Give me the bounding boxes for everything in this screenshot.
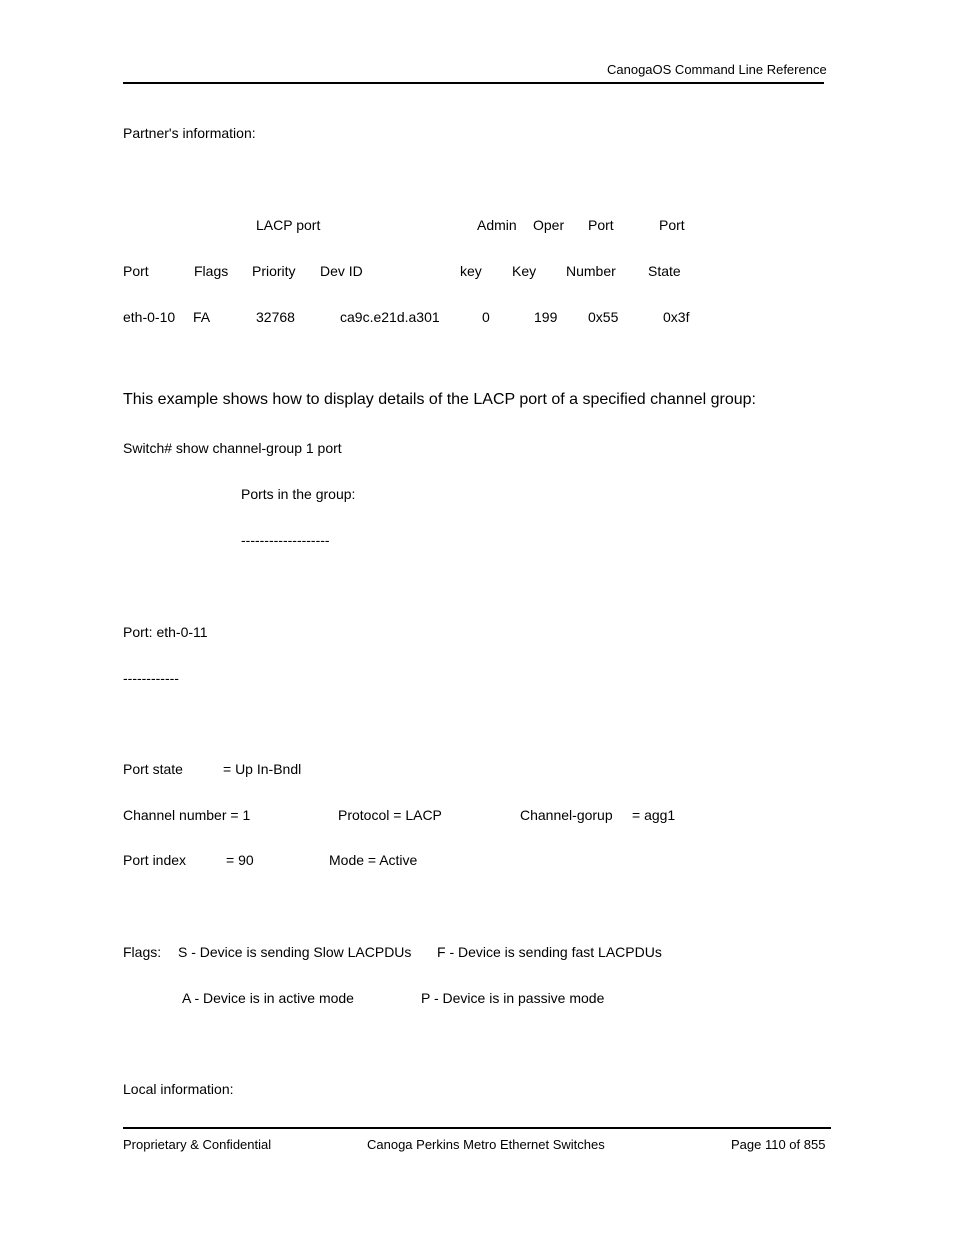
command-line: Switch# show channel-group 1 port — [123, 440, 342, 456]
table-cell-admin-key: 0 — [482, 309, 490, 325]
channel-number: Channel number = 1 — [123, 807, 251, 823]
channel-group-label: Channel-gorup — [520, 807, 613, 823]
port-state-label: Port state — [123, 761, 183, 777]
port-title: Port: eth-0-11 — [123, 624, 208, 640]
table-cell-priority: 32768 — [256, 309, 295, 325]
table-header-priority: Priority — [252, 263, 296, 279]
port-index-value: = 90 — [226, 852, 254, 868]
table-cell-port-number: 0x55 — [588, 309, 619, 325]
page-header-title: CanogaOS Command Line Reference — [607, 62, 827, 77]
local-heading: Local information: — [123, 1081, 234, 1097]
channel-group-value: = agg1 — [632, 807, 676, 823]
port-title-underline: ------------ — [123, 670, 179, 686]
protocol: Protocol = LACP — [338, 807, 442, 823]
flag-f-description: F - Device is sending fast LACPDUs — [437, 944, 662, 960]
table-cell-dev-id: ca9c.e21d.a301 — [340, 309, 440, 325]
table-header-admin: Admin — [477, 217, 517, 233]
table-header-lacp-port: LACP port — [256, 217, 321, 233]
flag-a-description: A - Device is in active mode — [182, 990, 354, 1006]
footer-page-number: Page 110 of 855 — [731, 1137, 826, 1152]
table-header-key: key — [460, 263, 482, 279]
table-cell-flags: FA — [193, 309, 211, 325]
table-header-port-state: Port — [659, 217, 685, 233]
table-header-dev-id: Dev ID — [320, 263, 363, 279]
flag-s-description: S - Device is sending Slow LACPDUs — [178, 944, 412, 960]
port-state-value: = Up In-Bndl — [223, 761, 302, 777]
example-paragraph: This example shows how to display details of the LACP port of a specified channel group: — [123, 391, 756, 408]
mode: Mode = Active — [329, 852, 418, 868]
table-cell-oper-key: 199 — [534, 309, 558, 325]
footer-center: Canoga Perkins Metro Ethernet Switches — [367, 1137, 605, 1152]
table-header-number: Number — [566, 263, 616, 279]
table-header-oper-key: Key — [512, 263, 537, 279]
ports-group-label: Ports in the group: — [241, 486, 356, 502]
partner-heading: Partner's information: — [123, 125, 256, 141]
ports-group-underline: ------------------- — [241, 532, 330, 548]
table-cell-port: eth-0-10 — [123, 309, 176, 325]
table-cell-port-state: 0x3f — [663, 309, 690, 325]
flags-label: Flags: — [123, 944, 162, 960]
flag-p-description: P - Device is in passive mode — [421, 990, 605, 1006]
table-header-port: Port — [123, 263, 149, 279]
header-rule — [123, 82, 824, 84]
table-header-state: State — [648, 263, 681, 279]
table-header-oper: Oper — [533, 217, 565, 233]
port-index-label: Port index — [123, 852, 187, 868]
footer-rule — [123, 1127, 831, 1129]
table-header-flags: Flags — [194, 263, 229, 279]
footer-left: Proprietary & Confidential — [123, 1137, 272, 1152]
table-header-port-number: Port — [588, 217, 614, 233]
